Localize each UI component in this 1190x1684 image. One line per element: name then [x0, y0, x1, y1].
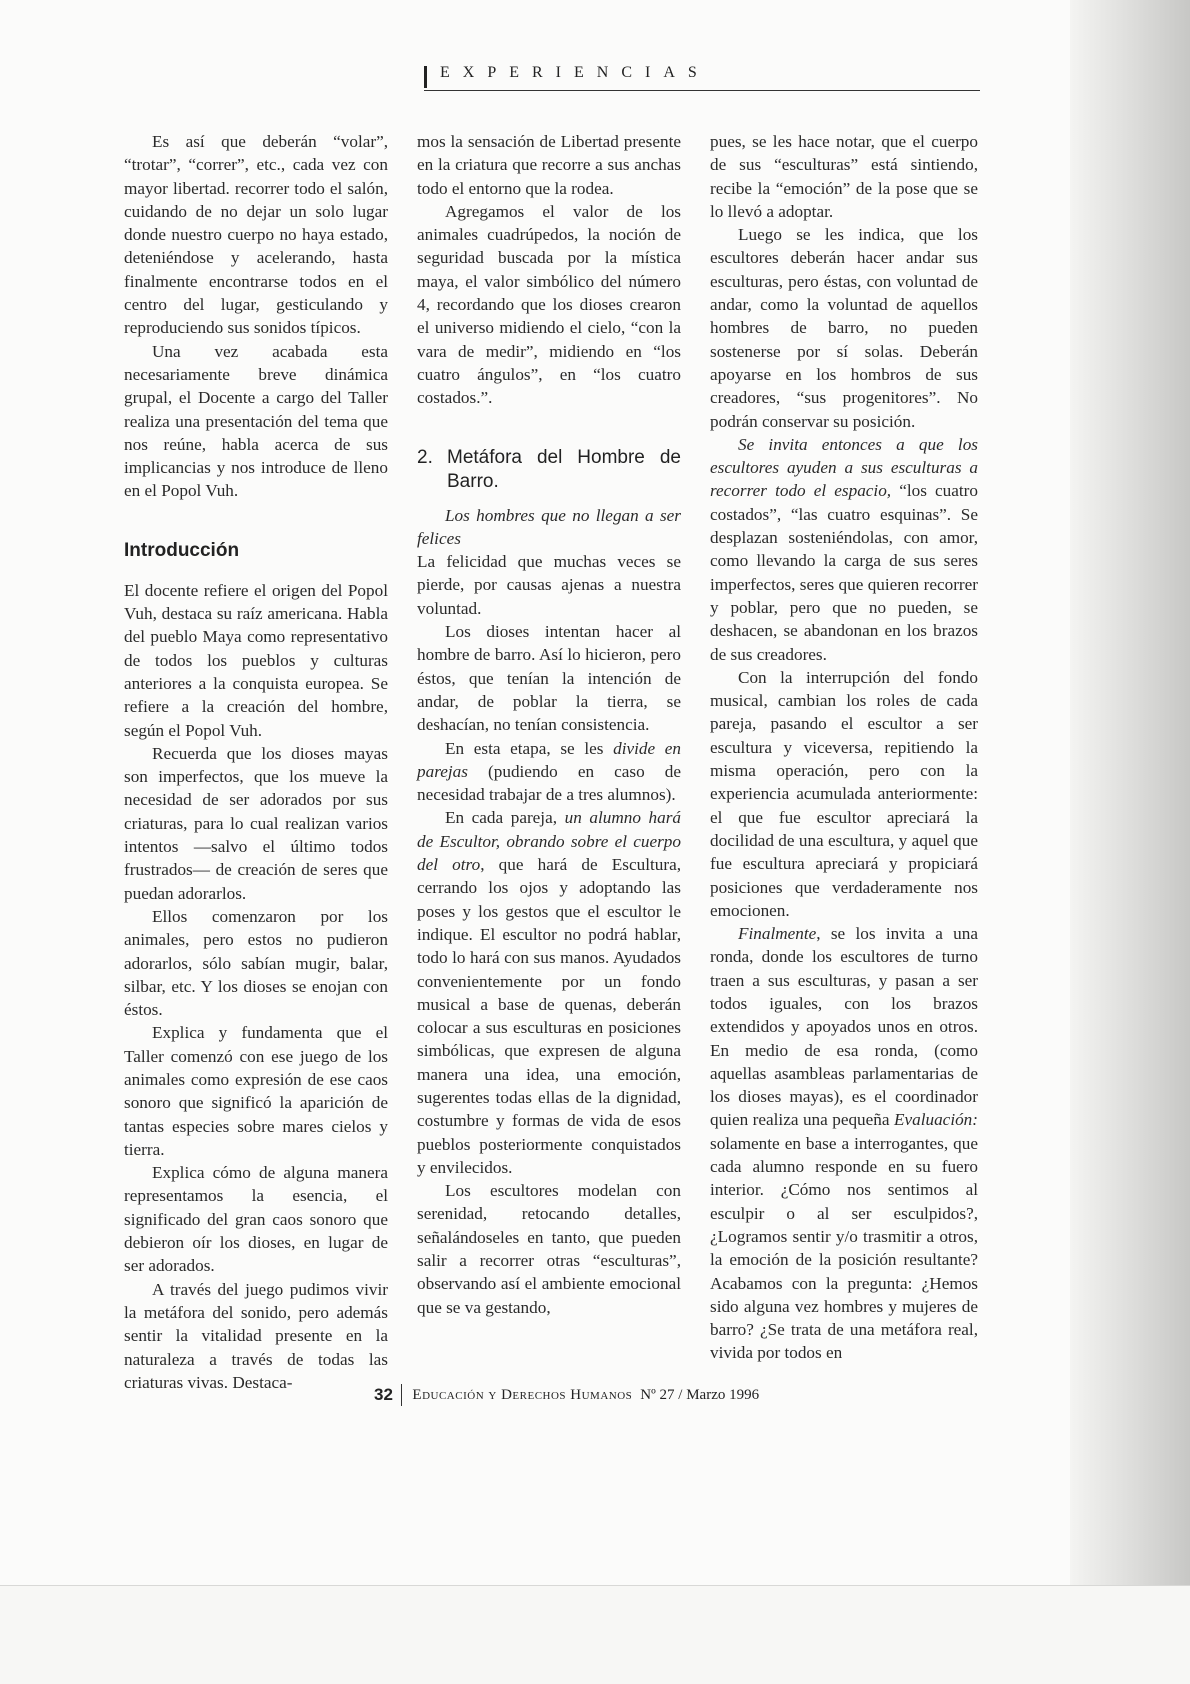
paragraph: [710, 922, 978, 1365]
section-heading-text: Metáfora del Hombre de Barro.: [447, 446, 681, 492]
section-subheading: Los hombres que no llegan a ser felices: [417, 505, 681, 548]
header-bar: [424, 66, 427, 88]
paragraph: Es así que deberán “volar”, “trotar”, “correr”, etc., cada vez con mayor libertad. recorrer todo el salón, cuidando de no dejar un solo lugar donde nuestro cuerpo no haya estado, deteniéndose y acelerando, hasta finalmente encontrarse todos en el centro del lugar, gesticulando y reproduciendo sus sonidos típicos.: [124, 132, 388, 338]
column-3: [710, 130, 978, 1365]
section-heading-introduccion: Introducción: [124, 539, 240, 561]
paragraph: Con la interrupción del fondo musical, cambian los roles de cada pareja, pasando el escultor a ser escultura y viceversa, repitiendo la misma operación, pero con la experiencia acumulada anteriormente: el que fue escultor apreciará la docilidad de una escultura, y aquel que fue escultura apreciará y propiciará posiciones que verdaderamente nos emocionen.: [710, 667, 978, 920]
text-run: , que hará de Escultura, cerrando los ojos y adoptando las poses y los gestos que el escultor le indique. El escultor no podrá hablar, todo lo hará con sus manos. Ayudados convenientemente por un fondo musical a base de quenas, deberán colocar a sus esculturas en posiciones simbólicas, que expresen de alguna manera una idea, una emoción, sugerentes todas ellas de la dignidad, costumbre y formas de vida de esos pueblos posteriormente conquistados y envilecidos.: [417, 855, 681, 1177]
text-run: En esta etapa, se les: [445, 738, 614, 758]
column-1: [124, 130, 388, 1394]
text-run: En cada pareja,: [445, 808, 565, 828]
paragraph: Ellos comenzaron por los animales, pero estos no pudieron adorarlos, sólo sabían mugir, balar, silbar, etc. Y los dioses se enojan con éstos.: [124, 906, 388, 1020]
scan-edge-shadow: [1070, 0, 1190, 1590]
paragraph: Los escultores modelan con serenidad, retocando detalles, señalándoseles en tanto, que pueden salir a recorrer otras “esculturas”, observando así el ambiente emocional que se va gestando,: [417, 1181, 681, 1317]
text-run: , se los invita a una ronda, donde los escultores de turno traen a sus esculturas, y pasan a ser todos iguales, con los brazos extendidos y apoyados unos en otros. En medio de esa ronda, (como aquellas asambleas parlamentarias de los dioses mayas), es el coordinador quien realiza una pequeña: [710, 924, 978, 1130]
paragraph: A través del juego pudimos vivir la metáfora del sonido, pero además sentir la vitalidad presente en la naturaleza a través de todas las criaturas vivas. Destaca-: [124, 1279, 388, 1392]
page-number: 32: [374, 1385, 393, 1404]
scan-bottom-margin: [0, 1585, 1190, 1684]
section-number: 2.: [417, 446, 433, 468]
publication-name: Educación y Derechos Humanos: [412, 1386, 633, 1403]
paragraph: mos la sensación de Libertad presente en la criatura que recorre a sus anchas todo el entorno que la rodea.: [417, 132, 681, 198]
paragraph: pues, se les hace notar, que el cuerpo de sus “esculturas” está sintiendo, recibe la “emoción” de la pose que se lo llevó a adoptar.: [710, 132, 978, 221]
paragraph: Recuerda que los dioses mayas son imperfectos, que los mueve la necesidad de ser adorados por sus criaturas, para lo cual realizan varios intentos —salvo el último todos frustrados— de creación de seres que puedan adorarlos.: [124, 743, 388, 903]
text-run: solamente en base a interrogantes, que cada alumno responde en su fuero interior. ¿Cómo nos sentimos al esculpir o al ser esculpidos?, ¿Logramos sentir y/o trasmitir a otros, la emoción de la posición resultante? Acabamos con la pregunta: ¿Hemos sido alguna vez hombres y mujeres de barro? ¿Se trata de una metáfora real, vivida por todos en: [710, 1133, 978, 1363]
footer-separator: [401, 1384, 403, 1406]
emphasis: Evaluación:: [894, 1110, 978, 1130]
paragraph: Explica y fundamenta que el Taller comenzó con ese juego de los animales como expresión de ese caos sonoro que significó la aparición de tantas especies sobre mares cielos y tierra.: [124, 1023, 388, 1159]
running-header: [424, 62, 980, 91]
paragraph: Los dioses intentan hacer al hombre de barro. Así lo hicieron, pero éstos, que tenían la intención de andar, de poblar la tierra, se deshacían, no tenían consistencia.: [417, 622, 681, 735]
issue-info: Nº 27 / Marzo 1996: [640, 1386, 760, 1403]
paragraph: El docente refiere el origen del Popol Vuh, destaca su raíz americana. Habla del pueblo Maya como representativo de todos los pueblos y culturas anteriores a la conquista europea. Se refiere a la creación del hombre, según el Popol Vuh.: [124, 580, 388, 740]
emphasis: divide en parejas: [417, 738, 681, 781]
section-title: EXPERIENCIAS: [440, 64, 710, 81]
page-footer: [374, 1384, 759, 1406]
text-run: (pudiendo en caso de necesidad trabajar de a tres alumnos).: [417, 761, 681, 805]
paragraph: La felicidad que muchas veces se pierde, por causas ajenas a nuestra voluntad.: [417, 552, 681, 618]
emphasis: Se invita entonces a que los escultores ayuden a sus esculturas a recorrer todo el espacio,: [710, 434, 978, 501]
paragraph: Una vez acabada esta necesariamente breve dinámica grupal, el Docente a cargo del Taller realiza una presentación del tema que nos reúne, habla acerca de sus implicancias y nos introduce de lleno en el Popol Vuh.: [124, 341, 388, 501]
paragraph: [417, 737, 681, 807]
paragraph: [417, 806, 681, 1179]
text-run: “los cuatro costados”, “las cuatro esquinas”. Se desplazan sosteniéndolas, con amor, como llevando la carga de sus seres imperfectos, seres que quieren recorrer y poblar, pero que no pueden, se deshacen, se abandonan en los brazos de sus creadores.: [710, 481, 978, 664]
emphasis: Finalmente: [738, 924, 817, 944]
emphasis: un alumno hará de Escultor, obrando sobre el cuerpo del otro: [417, 808, 681, 875]
paragraph: Explica cómo de alguna manera representamos la esencia, el significado del gran caos sonoro que debieron oír los dioses, en lugar de ser adorados.: [124, 1163, 388, 1276]
section-heading-metafora: [417, 446, 681, 494]
paragraph: Luego se les indica, que los escultores deberán hacer andar sus esculturas, pero éstas, con voluntad de andar, como la voluntad de aquellos hombres de barro, no pueden sostenerse por sí solas. Deberán apoyarse en los hombros de sus creadores, “sus progenitores”. No podrán conservar su posición.: [710, 225, 978, 431]
paragraph: [710, 433, 978, 666]
column-2: [417, 130, 681, 1319]
paragraph: Agregamos el valor de los animales cuadrúpedos, la noción de seguridad buscada por la mística maya, el valor simbólico del número 4, recordando que los dioses crearon el universo midiendo el cielo, “con la vara de medir”, midiendo en “los cuatro ángulos”, en “los cuatro costados.”.: [417, 201, 681, 408]
